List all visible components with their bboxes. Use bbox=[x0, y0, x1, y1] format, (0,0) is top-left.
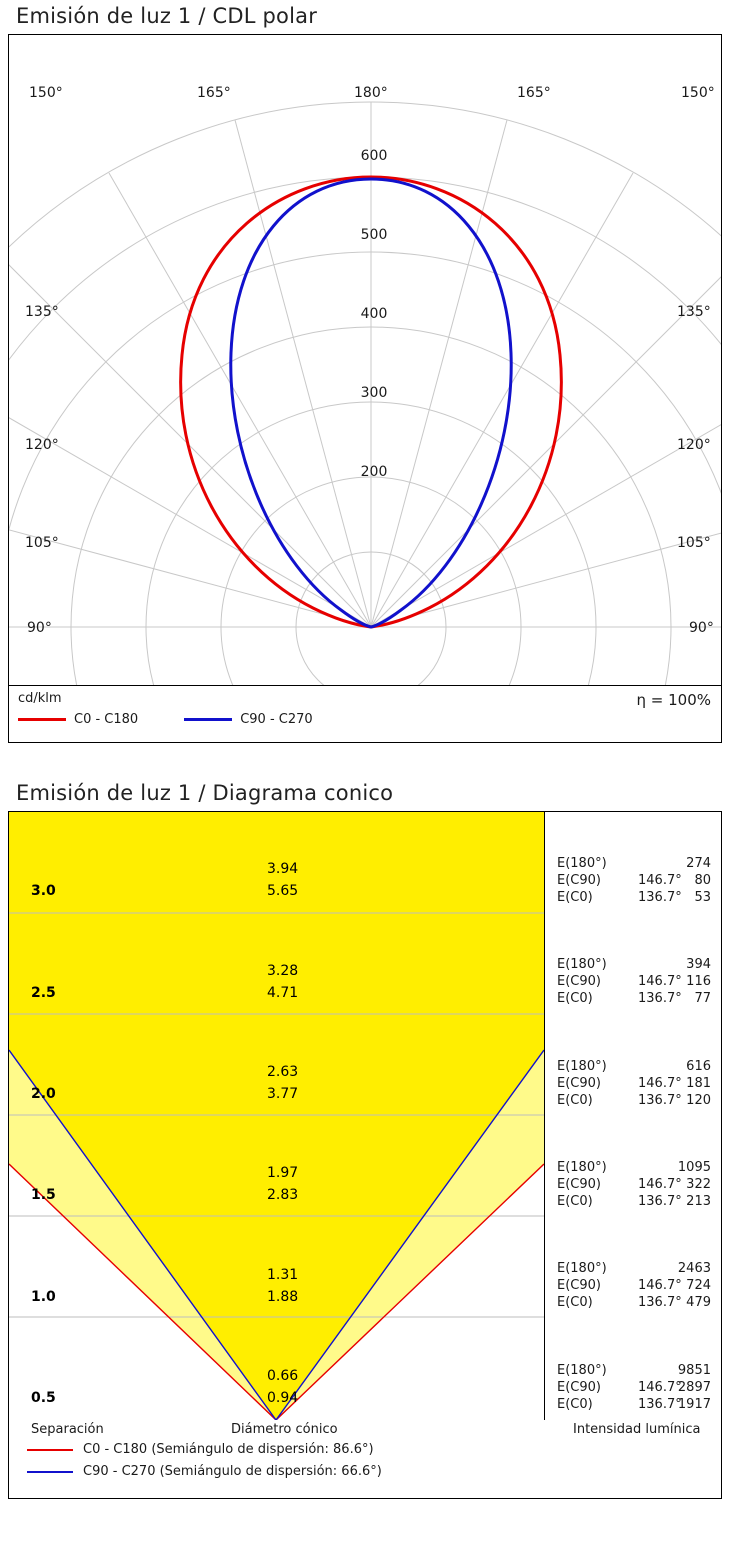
intensity-angle: 146.7° bbox=[638, 974, 682, 990]
intensity-angle: 146.7° bbox=[638, 1379, 682, 1395]
conic-diameter-c90: 3.77 bbox=[267, 1086, 299, 1102]
intensity-value: 616 bbox=[686, 1058, 711, 1074]
intensity-value: 2897 bbox=[677, 1379, 711, 1395]
intensity-angle: 146.7° bbox=[638, 873, 682, 888]
intensity-name: E(C0) bbox=[557, 890, 593, 905]
intensity-name: E(C90) bbox=[557, 974, 601, 990]
intensity-angle: 136.7° bbox=[638, 890, 682, 905]
intensity-name: E(180°) bbox=[557, 1261, 607, 1277]
intensity-name: E(180°) bbox=[557, 856, 607, 871]
intensity-value: 322 bbox=[686, 1177, 711, 1192]
intensity-name: E(C90) bbox=[557, 1379, 601, 1395]
conic-svg bbox=[9, 812, 544, 1420]
conic-col-intensity: Intensidad lumínica bbox=[573, 1422, 701, 1437]
polar-angle-120-left: 120° bbox=[25, 437, 59, 453]
intensity-angle: 136.7° bbox=[638, 1295, 682, 1311]
intensity-name: E(180°) bbox=[557, 1160, 607, 1175]
conic-diameter-c90: 4.71 bbox=[267, 984, 299, 1001]
intensity-value: 213 bbox=[686, 1194, 711, 1209]
conic-scale-label: 1.5 bbox=[31, 1187, 56, 1204]
intensity-name: E(180°) bbox=[557, 957, 607, 973]
conic-scale-label: 0.5 bbox=[31, 1390, 56, 1406]
polar-rtick-500: 500 bbox=[360, 227, 388, 243]
intensity-name: E(C0) bbox=[557, 1092, 593, 1108]
intensity-value: 181 bbox=[686, 1075, 711, 1091]
intensity-value: 724 bbox=[686, 1278, 711, 1294]
conic-scale-label: 1.0 bbox=[31, 1288, 56, 1305]
polar-angle-165-left: 165° bbox=[197, 85, 231, 101]
intensity-value: 53 bbox=[694, 890, 711, 905]
intensity-value: 1917 bbox=[677, 1396, 711, 1412]
legend-swatch-c0-c180 bbox=[18, 718, 66, 721]
intensity-name: E(C0) bbox=[557, 1295, 593, 1311]
conic-diameter-c0: 3.94 bbox=[267, 861, 299, 878]
intensity-name: E(180°) bbox=[557, 1362, 607, 1378]
conic-footer bbox=[9, 1420, 721, 1498]
intensity-name: E(C90) bbox=[557, 1177, 601, 1192]
legend-label-c0-c180: C0 - C180 bbox=[74, 712, 139, 727]
conic-legend-label-c90-c270: C90 - C270 (Semiángulo de dispersión: 66.6°) bbox=[83, 1464, 382, 1479]
intensity-value: 1095 bbox=[677, 1160, 711, 1175]
intensity-angle: 136.7° bbox=[638, 1092, 682, 1108]
polar-rtick-300: 300 bbox=[360, 385, 388, 401]
intensity-value: 120 bbox=[686, 1092, 711, 1108]
polar-angle-135-right: 135° bbox=[677, 304, 711, 320]
conic-legend-swatch-c0-c180 bbox=[27, 1449, 73, 1451]
intensity-angle: 146.7° bbox=[638, 1278, 682, 1294]
polar-angle-165-right: 165° bbox=[517, 85, 551, 101]
intensity-value: 9851 bbox=[677, 1362, 711, 1378]
conic-scale-label: 3.0 bbox=[31, 883, 56, 900]
polar-title: Emisión de luz 1 / CDL polar bbox=[16, 4, 318, 28]
conic-diameter-c90: 5.65 bbox=[267, 883, 299, 900]
intensity-name: E(C90) bbox=[557, 1278, 601, 1294]
conic-beam-plot bbox=[9, 812, 544, 1420]
conic-diameter-c90: 1.88 bbox=[267, 1288, 299, 1305]
polar-angle-120-right: 120° bbox=[677, 437, 711, 453]
polar-rtick-400: 400 bbox=[360, 306, 388, 322]
conic-scale-label: 2.0 bbox=[31, 1086, 56, 1102]
intensity-angle: 136.7° bbox=[638, 991, 682, 1007]
intensity-name: E(C0) bbox=[557, 991, 593, 1007]
conic-diameter-c0: 1.97 bbox=[267, 1165, 299, 1182]
polar-angle-150-right: 150° bbox=[681, 85, 715, 101]
intensity-name: E(C0) bbox=[557, 1396, 593, 1412]
polar-efficiency: η = 100% bbox=[636, 691, 711, 709]
polar-legend bbox=[18, 712, 359, 727]
polar-angle-150-left: 150° bbox=[29, 85, 63, 101]
intensity-angle: 136.7° bbox=[638, 1396, 682, 1412]
intensity-name: E(C90) bbox=[557, 873, 601, 888]
conic-diameter-c0: 1.31 bbox=[267, 1266, 299, 1283]
polar-unit-label: cd/klm bbox=[18, 691, 62, 706]
intensity-value: 394 bbox=[686, 957, 711, 973]
conic-legend-swatch-c90-c270 bbox=[27, 1471, 73, 1473]
intensity-angle: 146.7° bbox=[638, 1075, 682, 1091]
conic-diameter-c90: 2.83 bbox=[267, 1187, 299, 1204]
conic-diameter-c0: 0.66 bbox=[267, 1368, 299, 1384]
polar-chart-box bbox=[8, 34, 722, 743]
polar-plot bbox=[9, 35, 721, 685]
intensity-value: 274 bbox=[686, 856, 711, 871]
polar-angle-90-left: 90° bbox=[27, 620, 52, 636]
legend-label-c90-c270: C90 - C270 bbox=[240, 712, 313, 727]
conic-title: Emisión de luz 1 / Diagrama conico bbox=[16, 781, 394, 805]
intensity-value: 479 bbox=[686, 1295, 711, 1311]
polar-angle-90-right: 90° bbox=[689, 620, 714, 636]
conic-main bbox=[9, 812, 721, 1420]
intensity-value: 2463 bbox=[677, 1261, 711, 1277]
polar-footer bbox=[9, 685, 721, 742]
conic-col-separation: Separación bbox=[31, 1422, 104, 1437]
polar-rtick-600: 600 bbox=[360, 148, 388, 164]
polar-section bbox=[8, 0, 724, 743]
conic-chart-box bbox=[8, 811, 722, 1499]
polar-angle-105-left: 105° bbox=[25, 535, 59, 551]
conic-diameter-c90: 0.94 bbox=[267, 1390, 299, 1406]
conic-diameter-c0: 3.28 bbox=[267, 962, 299, 979]
polar-angle-135-left: 135° bbox=[25, 304, 59, 320]
conic-legend-label-c0-c180: C0 - C180 (Semiángulo de dispersión: 86.6°) bbox=[83, 1442, 374, 1457]
polar-angle-180: 180° bbox=[354, 85, 388, 101]
intensity-name: E(C90) bbox=[557, 1075, 601, 1091]
conic-diameter-c0: 2.63 bbox=[267, 1064, 299, 1080]
intensity-value: 77 bbox=[694, 991, 711, 1007]
legend-swatch-c90-c270 bbox=[184, 718, 232, 721]
polar-rtick-200: 200 bbox=[360, 464, 388, 480]
conic-legend-c0-c180 bbox=[27, 1442, 374, 1457]
intensity-angle: 146.7° bbox=[638, 1177, 682, 1192]
intensity-angle: 136.7° bbox=[638, 1194, 682, 1209]
intensity-name: E(180°) bbox=[557, 1058, 607, 1074]
polar-svg bbox=[9, 35, 721, 685]
conic-footer-heads bbox=[9, 1420, 721, 1440]
intensity-name: E(C0) bbox=[557, 1194, 593, 1209]
conic-intensity-panel bbox=[544, 812, 721, 1420]
intensity-value: 80 bbox=[694, 873, 711, 888]
conic-col-diameter: Diámetro cónico bbox=[231, 1422, 338, 1437]
polar-angle-105-right: 105° bbox=[677, 535, 711, 551]
intensity-value: 116 bbox=[686, 974, 711, 990]
conic-section bbox=[8, 777, 724, 1499]
conic-scale-label: 2.5 bbox=[31, 984, 56, 1001]
conic-legend-c90-c270 bbox=[27, 1464, 382, 1479]
